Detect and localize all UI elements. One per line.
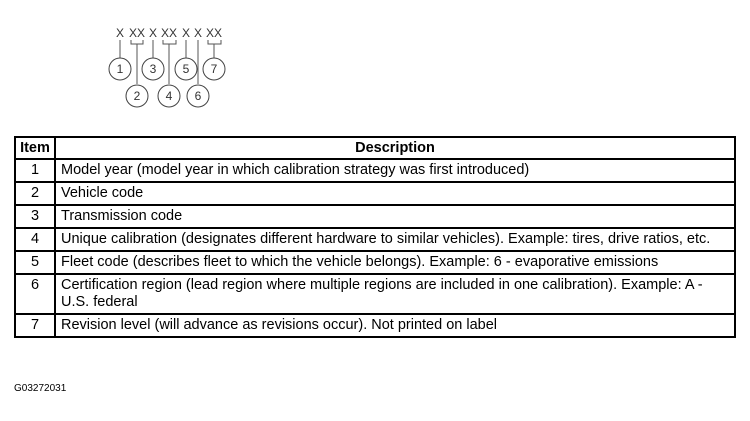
callout-3: 3 (149, 62, 157, 76)
item-column-header: Item (15, 137, 55, 159)
table-row (15, 205, 735, 228)
callout-6: 6 (194, 89, 202, 103)
callout-5: 5 (182, 62, 190, 76)
item-description: Revision level (will advance as revisions occur). Not printed on label (55, 314, 735, 337)
callout-4: 4 (165, 89, 173, 103)
item-number: 7 (15, 314, 55, 337)
item-description-table (14, 136, 736, 338)
description-column-header: Description (55, 137, 735, 159)
table-row (15, 274, 735, 314)
item-description: Unique calibration (designates different hardware to similar vehicles). Example: tires, drive ratios, etc. (55, 228, 735, 251)
code-group-5: X (181, 26, 191, 40)
item-number: 2 (15, 182, 55, 205)
item-description: Transmission code (55, 205, 735, 228)
item-description: Model year (model year in which calibration strategy was first introduced) (55, 159, 735, 182)
table-row (15, 159, 735, 182)
item-number: 4 (15, 228, 55, 251)
table-row (15, 228, 735, 251)
item-description: Vehicle code (55, 182, 735, 205)
item-description: Fleet code (describes fleet to which the vehicle belongs). Example: 6 - evaporative emissions (55, 251, 735, 274)
code-group-6: X (193, 26, 203, 40)
calibration-code-diagram (0, 0, 240, 112)
item-number: 6 (15, 274, 55, 314)
table-row (15, 182, 735, 205)
callout-1: 1 (116, 62, 124, 76)
callout-2: 2 (133, 89, 141, 103)
code-group-4: XX (160, 26, 178, 40)
table-row (15, 314, 735, 337)
item-description: Certification region (lead region where multiple regions are included in one calibration). Example: A - U.S. federal (55, 274, 735, 314)
item-number: 1 (15, 159, 55, 182)
item-number: 5 (15, 251, 55, 274)
item-number: 3 (15, 205, 55, 228)
table-header-row (15, 137, 735, 159)
callout-7: 7 (210, 62, 218, 76)
code-group-7: XX (205, 26, 223, 40)
table-row (15, 251, 735, 274)
code-group-3: X (148, 26, 158, 40)
figure-id: G03272031 (14, 383, 67, 394)
code-group-1: X (115, 26, 125, 40)
code-group-2: XX (128, 26, 146, 40)
